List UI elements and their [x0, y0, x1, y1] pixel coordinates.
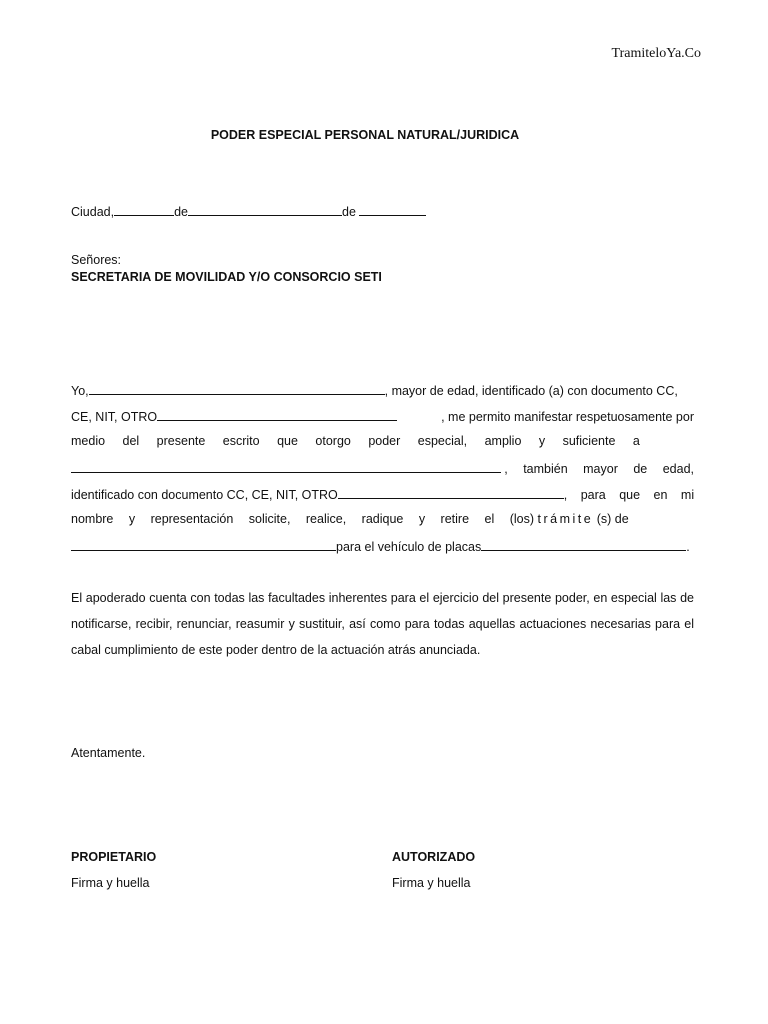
attorney-doc-blank — [338, 486, 564, 499]
faculties-paragraph: El apoderado cuenta con todas las facultades inherentes para el ejercicio del presente poder, en especial las de notificarse, recibir, renunciar, reasumir y sustituir, así como para todas aquellas actuaciones necesarias para el cabal cumplimiento de este poder dentro de la actuación atrás anunciada. — [71, 591, 694, 657]
body-line-6-end: (s) de — [596, 512, 629, 526]
body-line-1-text: , mayor de edad, identificado (a) con documento CC, — [384, 384, 678, 398]
tramite-label: trámite — [537, 512, 594, 526]
grantor-name-blank — [89, 382, 385, 395]
body-line-6 — [71, 512, 694, 526]
brand-label: TramiteloYa.Co — [611, 46, 701, 61]
day-month-blank — [188, 203, 342, 216]
date-de-label-1: de — [174, 205, 188, 219]
authorized-signature-title: AUTORIZADO — [392, 850, 476, 864]
vehicle-plate-label: para el vehículo de placas — [336, 540, 482, 554]
authorized-signature-sub: Firma y huella — [392, 876, 471, 890]
doc-type-label-2: identificado con documento CC, CE, NIT, OTRO — [71, 488, 338, 502]
yo-label: Yo, — [71, 384, 89, 398]
doc-type-label: CE, NIT, OTRO — [71, 410, 158, 424]
body-line-7 — [71, 538, 690, 554]
procedure-blank — [71, 538, 336, 551]
date-de-label-2: de — [342, 205, 356, 219]
closing-text: Atentamente. — [71, 746, 146, 760]
body-line-7-end: . — [686, 540, 690, 554]
body-line-2-text: , me permito manifestar respetuosamente por — [441, 410, 694, 424]
body-line-5 — [71, 486, 694, 502]
document-title: PODER ESPECIAL PERSONAL NATURAL/JURIDICA — [210, 128, 520, 142]
addressee-entity: SECRETARIA DE MOVILIDAD Y/O CONSORCIO SETI — [71, 270, 382, 284]
city-blank — [114, 203, 174, 216]
city-label: Ciudad, — [71, 205, 115, 219]
body-line-1 — [71, 382, 694, 398]
body-line-3-text: medio del presente escrito que otorgo poder especial, amplio y suficiente a — [71, 434, 640, 448]
owner-signature-sub: Firma y huella — [71, 876, 150, 890]
body-line-3 — [71, 434, 694, 448]
year-blank — [359, 203, 426, 216]
owner-signature-title: PROPIETARIO — [71, 850, 157, 864]
body-line-4 — [71, 460, 694, 476]
attorney-name-blank — [71, 460, 501, 473]
date-line — [71, 203, 426, 219]
greeting: Señores: — [71, 253, 122, 267]
body-line-6-text: nombre y representación solicite, realice, radique y retire el (los) — [71, 512, 535, 526]
body-line-4-text: , también mayor de edad, — [504, 462, 694, 476]
body-line-5-text: , para que en mi — [563, 488, 695, 502]
body-line-2 — [71, 408, 694, 424]
grantor-doc-blank — [157, 408, 397, 421]
plate-blank — [481, 538, 686, 551]
